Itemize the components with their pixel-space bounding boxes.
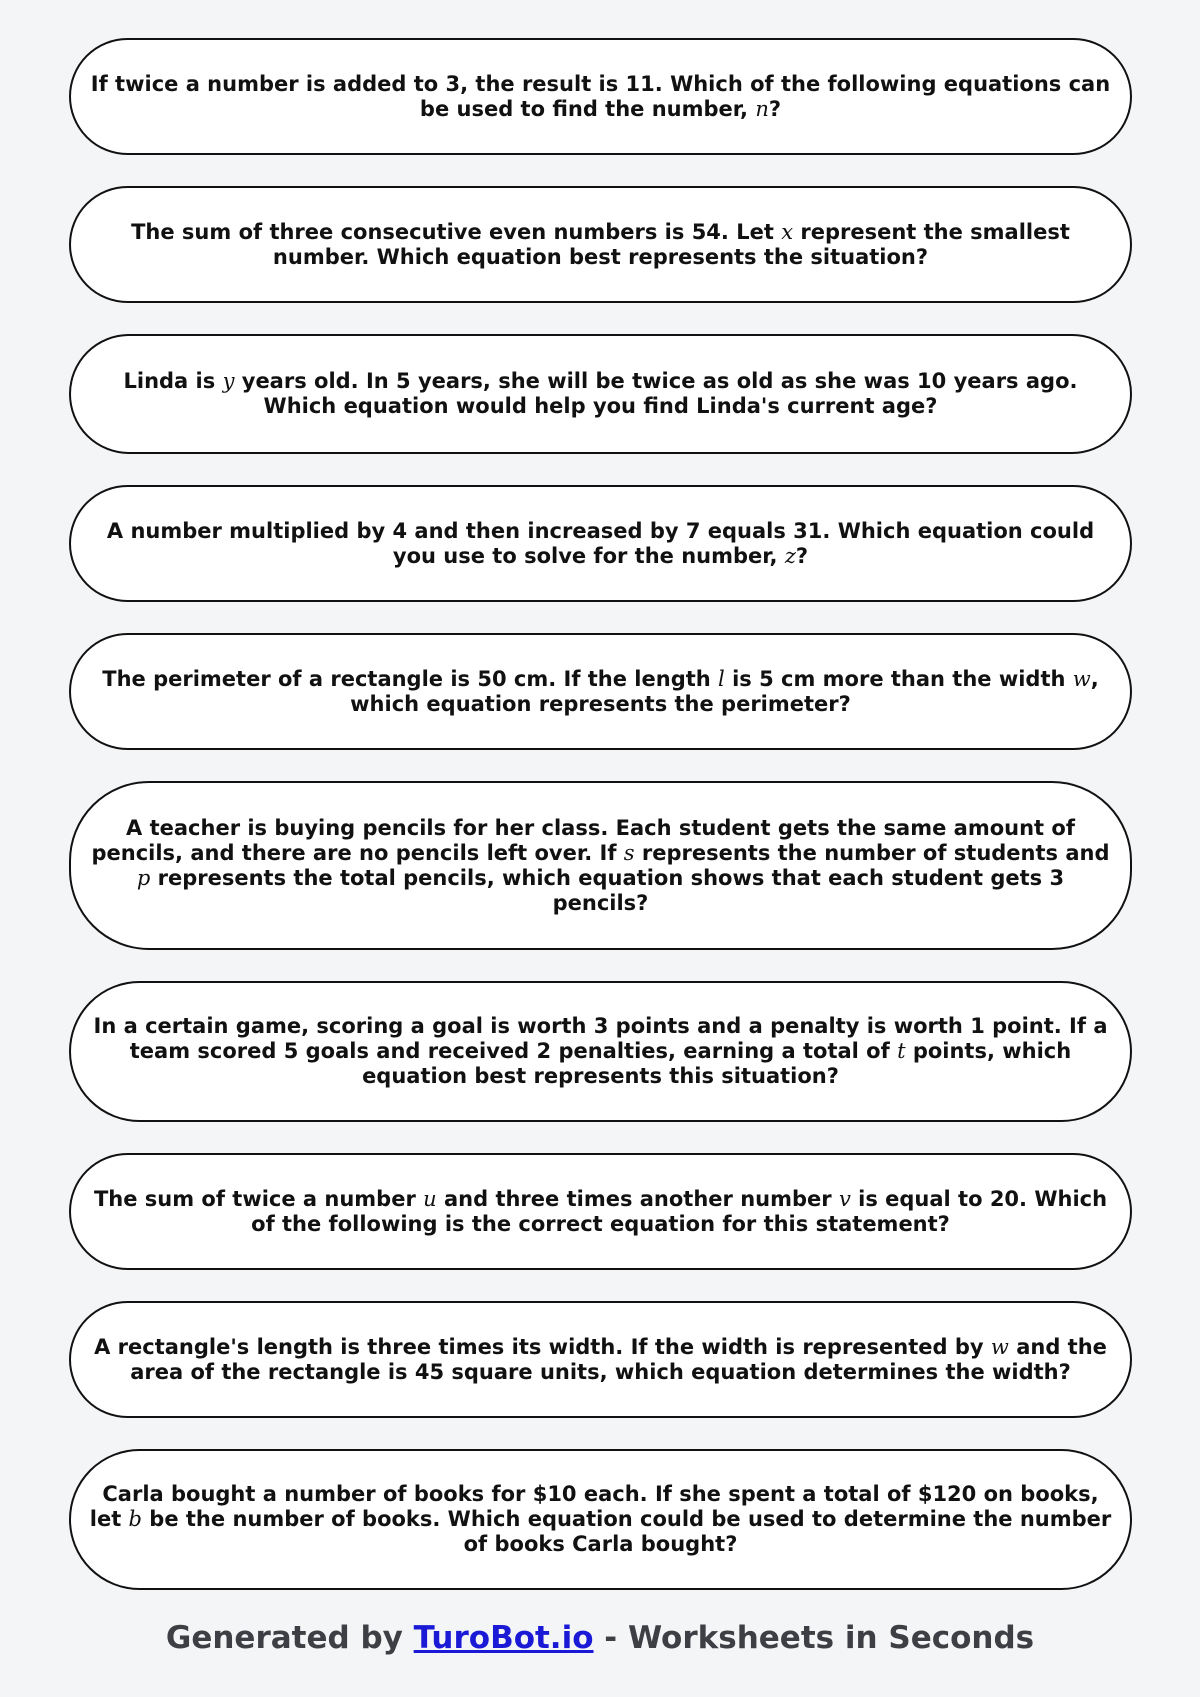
question-card-5 <box>69 633 1132 750</box>
variable: w <box>1072 666 1091 691</box>
question-card-6 <box>69 781 1132 950</box>
question-card-1 <box>69 38 1132 155</box>
question-text: A teacher is buying pencils for her class. Each student gets the same amount of pencils, and there are no pencils left over. If s represents the number of students and p represents the total pencils, which equation shows that each student gets 3 pencils? <box>91 815 1110 915</box>
turobot-link[interactable]: TuroBot.io <box>413 1620 594 1656</box>
variable: l <box>718 666 725 691</box>
question-text: The perimeter of a rectangle is 50 cm. If the length l is 5 cm more than the width w, which equation represents the perimeter? <box>102 666 1099 716</box>
question-list <box>69 38 1132 1621</box>
question-text: The sum of twice a number u and three times another number v is equal to 20. Which of the following is the correct equation for this statement? <box>93 1186 1108 1236</box>
variable: b <box>128 1507 142 1531</box>
footer-suffix: - Worksheets in Seconds <box>593 1620 1035 1656</box>
variable: n <box>755 96 769 121</box>
question-card-8 <box>69 1153 1132 1270</box>
variable: w <box>990 1334 1009 1359</box>
variable: z <box>784 543 796 568</box>
variable: t <box>897 1039 906 1063</box>
question-text: In a certain game, scoring a goal is worth 3 points and a penalty is worth 1 point. If a team scored 5 goals and received 2 penalties, earning a total of t points, which equation best represents this situation? <box>93 1014 1108 1088</box>
question-card-9 <box>69 1301 1132 1418</box>
question-card-3 <box>69 334 1132 454</box>
question-text: A number multiplied by 4 and then increased by 7 equals 31. Which equation could you use to solve for the number, z? <box>106 518 1095 568</box>
question-card-7 <box>69 981 1132 1122</box>
question-text: A rectangle's length is three times its width. If the width is represented by w and the area of the rectangle is 45 square units, which equation determines the width? <box>94 1334 1107 1384</box>
variable: s <box>623 840 635 865</box>
variable: y <box>222 369 235 393</box>
question-text: If twice a number is added to 3, the result is 11. Which of the following equations can be used to find the number, n? <box>90 71 1111 121</box>
footer <box>0 1618 1200 1658</box>
question-card-10 <box>69 1449 1132 1590</box>
question-card-2 <box>69 186 1132 303</box>
question-text: The sum of three consecutive even numbers is 54. Let x represent the smallest number. Which equation best represents the situation? <box>131 219 1070 269</box>
variable: p <box>136 865 151 890</box>
footer-prefix: Generated by <box>165 1620 414 1656</box>
question-card-4 <box>69 485 1132 602</box>
variable: x <box>781 219 794 244</box>
question-text: Carla bought a number of books for $10 each. If she spent a total of $120 on books, let b be the number of books. Which equation could be used to determine the number of books Carla bought? <box>89 1482 1112 1556</box>
question-text: Linda is y years old. In 5 years, she will be twice as old as she was 10 years ago. Which equation would help you find Linda's current age? <box>123 369 1078 418</box>
variable: v <box>838 1186 851 1211</box>
variable: u <box>423 1186 437 1211</box>
